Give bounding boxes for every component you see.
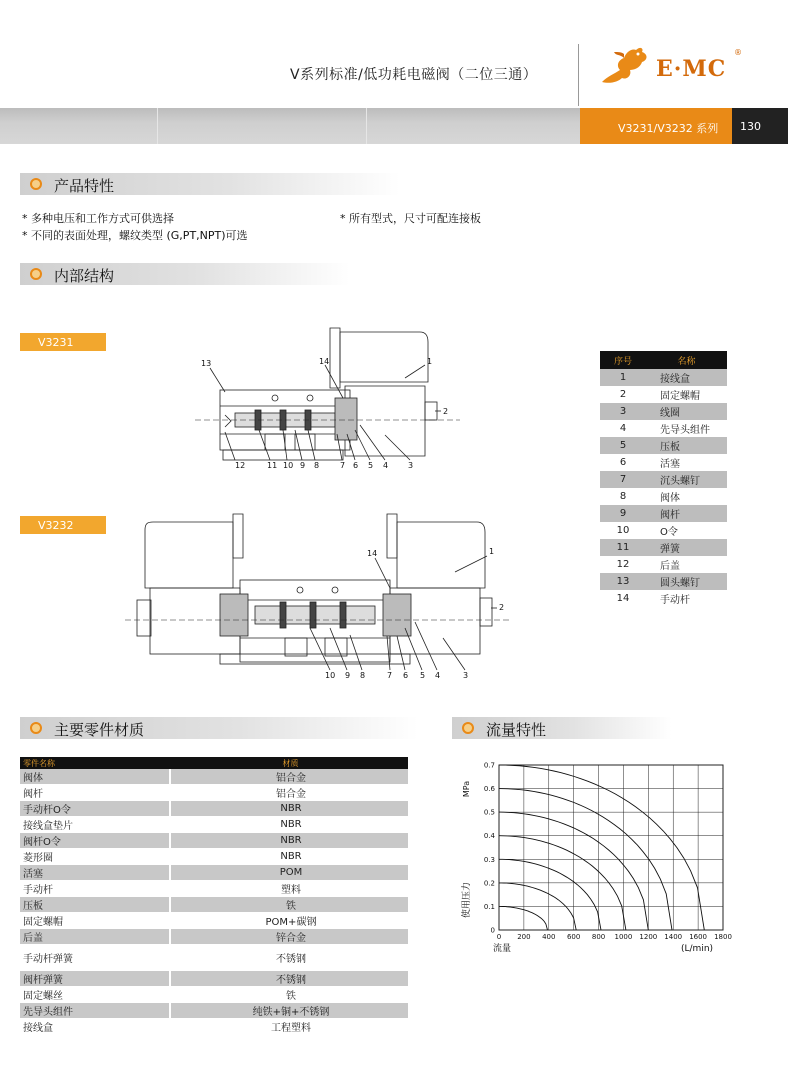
part-no: 5 — [600, 437, 646, 454]
feature-item: * 不同的表面处理，螺纹类型 (G,PT,NPT)可选 — [22, 229, 248, 242]
callout: 2 — [499, 603, 505, 612]
material: 铝合金 — [170, 769, 408, 785]
callout: 14 — [319, 357, 330, 366]
materials-table — [20, 757, 408, 1035]
y-axis-label: 使用压力 — [462, 881, 472, 919]
band-divider — [366, 108, 367, 144]
callout: 5 — [420, 671, 426, 680]
plot-frame — [499, 765, 723, 930]
callout: 1 — [489, 547, 495, 556]
y-tick-label: 0.1 — [483, 902, 495, 911]
callout: 3 — [463, 671, 469, 680]
part-name: 手动杆 — [20, 881, 170, 897]
callout: 6 — [353, 461, 359, 470]
part-name: 手动杆O令 — [20, 801, 170, 817]
bullet-icon — [30, 722, 42, 734]
part-no: 13 — [600, 573, 646, 590]
parts-header-no: 序号 — [600, 351, 646, 369]
parts-table — [600, 351, 727, 607]
part-name: 线圈 — [646, 403, 727, 420]
material: 不锈钢 — [170, 945, 408, 971]
material: POM — [170, 865, 408, 881]
part-name: 活塞 — [646, 454, 727, 471]
series-line — [499, 906, 548, 930]
table-row — [20, 849, 408, 865]
materials-header-part: 零件名称 — [20, 757, 170, 769]
material: 不锈钢 — [170, 971, 408, 987]
part-no: 4 — [600, 420, 646, 437]
part-name: 阀体 — [20, 769, 170, 785]
part-name: 后盖 — [20, 929, 170, 945]
table-row — [600, 403, 727, 420]
table-row — [600, 420, 727, 437]
table-row — [20, 785, 408, 801]
table-row — [600, 488, 727, 505]
y-tick-label: 0.6 — [483, 785, 495, 794]
table-row — [600, 505, 727, 522]
table-row — [20, 987, 408, 1003]
table-row — [20, 945, 408, 971]
material: 铁 — [170, 897, 408, 913]
x-axis-label: 流量 — [493, 944, 512, 954]
material: 工程塑料 — [170, 1019, 408, 1035]
part-name: 后盖 — [646, 556, 727, 573]
y-tick-label: 0.7 — [483, 761, 495, 770]
page-title: V系列标准/低功耗电磁阀（二位三通） — [290, 67, 538, 83]
material: 铁 — [170, 987, 408, 1003]
bullet-icon — [30, 268, 42, 280]
part-no: 1 — [600, 369, 646, 386]
part-no: 12 — [600, 556, 646, 573]
band-divider — [157, 108, 158, 144]
material: NBR — [170, 833, 408, 849]
callout: 9 — [300, 461, 306, 470]
part-no: 14 — [600, 590, 646, 607]
part-name: 压板 — [646, 437, 727, 454]
part-name: 接线盒 — [646, 369, 727, 386]
part-name: 先导头组件 — [646, 420, 727, 437]
callout: 2 — [443, 407, 449, 416]
part-name: 阀杆 — [20, 785, 170, 801]
material: NBR — [170, 849, 408, 865]
brand-logo: E·MC — [656, 56, 727, 82]
x-tick-label: 1400 — [664, 933, 683, 941]
feature-item: * 多种电压和工作方式可供选择 — [22, 212, 174, 225]
y-tick-label: 0 — [490, 926, 495, 935]
bullet-icon — [30, 178, 42, 190]
part-name: 压板 — [20, 897, 170, 913]
part-name: 沉头螺钉 — [646, 471, 727, 488]
table-row — [20, 881, 408, 897]
table-row — [600, 437, 727, 454]
part-name: O令 — [646, 522, 727, 539]
material: POM+碳钢 — [170, 913, 408, 929]
callout: 6 — [403, 671, 409, 680]
table-row — [20, 1019, 408, 1035]
material: NBR — [170, 817, 408, 833]
section-title: 流量特性 — [486, 721, 547, 739]
part-name: 菱形圈 — [20, 849, 170, 865]
callout: 3 — [408, 461, 414, 470]
material: 塑料 — [170, 881, 408, 897]
material: 锌合金 — [170, 929, 408, 945]
v3232-cross-section — [125, 510, 515, 685]
x-tick-label: 1000 — [614, 933, 633, 941]
part-name: 阀杆 — [646, 505, 727, 522]
parts-header-name: 名称 — [646, 351, 727, 369]
table-row — [20, 769, 408, 785]
x-unit: (L/min) — [681, 944, 714, 954]
materials-header-material: 材质 — [170, 757, 408, 769]
part-name: 弹簧 — [646, 539, 727, 556]
part-no: 2 — [600, 386, 646, 403]
x-tick-label: 1800 — [714, 933, 732, 941]
callout: 14 — [367, 549, 378, 558]
table-row — [20, 913, 408, 929]
part-no: 3 — [600, 403, 646, 420]
callout: 7 — [340, 461, 346, 470]
callout: 12 — [235, 461, 246, 470]
callout: 4 — [383, 461, 389, 470]
table-row — [20, 817, 408, 833]
section-title: 内部结构 — [54, 267, 115, 285]
table-row — [600, 386, 727, 403]
part-name: 阀杆弹簧 — [20, 971, 170, 987]
part-no: 10 — [600, 522, 646, 539]
part-no: 9 — [600, 505, 646, 522]
part-name: 先导头组件 — [20, 1003, 170, 1019]
callout: 10 — [283, 461, 294, 470]
x-tick-label: 800 — [591, 933, 606, 941]
part-name: 圆头螺钉 — [646, 573, 727, 590]
part-name: 固定螺帽 — [646, 386, 727, 403]
section-header-features — [20, 173, 400, 195]
material: 铝合金 — [170, 785, 408, 801]
model-tag-v3231: V3231 — [20, 333, 106, 351]
header-band — [0, 108, 580, 144]
series-line — [499, 765, 704, 930]
part-no: 8 — [600, 488, 646, 505]
material: 纯铁+铜+不锈钢 — [170, 1003, 408, 1019]
table-row — [600, 369, 727, 386]
part-name: 手动杆 — [646, 590, 727, 607]
part-name: 阀体 — [646, 488, 727, 505]
section-header-flow — [452, 717, 672, 739]
table-row — [600, 471, 727, 488]
brand-horse-icon — [596, 40, 656, 90]
section-title: 主要零件材质 — [54, 721, 145, 739]
x-tick-label: 200 — [517, 933, 531, 941]
flow-chart — [455, 755, 745, 965]
material: NBR — [170, 801, 408, 817]
part-name: 活塞 — [20, 865, 170, 881]
x-tick-label: 1200 — [639, 933, 658, 941]
y-tick-label: 0.5 — [483, 808, 495, 817]
x-tick-label: 400 — [542, 933, 556, 941]
part-no: 6 — [600, 454, 646, 471]
part-no: 11 — [600, 539, 646, 556]
registered-mark: ® — [734, 48, 742, 57]
part-name: 手动杆弹簧 — [20, 945, 170, 971]
callout: 8 — [314, 461, 320, 470]
callout: 5 — [368, 461, 374, 470]
section-header-materials — [20, 717, 418, 739]
y-unit: MPa — [462, 780, 471, 798]
table-row — [20, 865, 408, 881]
table-row — [20, 971, 408, 987]
y-tick-label: 0.4 — [483, 832, 495, 841]
callout: 1 — [427, 357, 433, 366]
y-tick-label: 0.2 — [483, 879, 495, 888]
callout: 10 — [325, 671, 336, 680]
part-name: 接线盒 — [20, 1019, 170, 1035]
feature-item: * 所有型式，尺寸可配连接板 — [340, 212, 481, 225]
table-row — [600, 590, 727, 607]
part-name: 接线盒垫片 — [20, 817, 170, 833]
series-label: V3231/V3232 系列 — [580, 108, 732, 144]
x-tick-label: 1600 — [689, 933, 708, 941]
section-title: 产品特性 — [54, 177, 115, 195]
header-divider — [578, 44, 579, 106]
v3231-cross-section — [195, 320, 465, 480]
x-tick-label: 0 — [496, 933, 502, 941]
callout: 7 — [387, 671, 393, 680]
table-row — [600, 573, 727, 590]
model-tag-v3232: V3232 — [20, 516, 106, 534]
callout: 8 — [360, 671, 366, 680]
part-name: 阀杆O令 — [20, 833, 170, 849]
table-row — [20, 897, 408, 913]
callout: 4 — [435, 671, 441, 680]
part-name: 固定螺帽 — [20, 913, 170, 929]
x-tick-label: 600 — [566, 933, 581, 941]
table-row — [600, 539, 727, 556]
part-name: 固定螺丝 — [20, 987, 170, 1003]
table-row — [600, 454, 727, 471]
callout: 9 — [345, 671, 351, 680]
page-number: 130 — [732, 108, 788, 144]
table-row — [600, 556, 727, 573]
callout: 13 — [201, 359, 212, 368]
part-no: 7 — [600, 471, 646, 488]
table-row — [20, 801, 408, 817]
table-row — [600, 522, 727, 539]
table-row — [20, 833, 408, 849]
table-row — [20, 1003, 408, 1019]
section-header-structure — [20, 263, 350, 285]
callout: 11 — [267, 461, 278, 470]
table-row — [20, 929, 408, 945]
bullet-icon — [462, 722, 474, 734]
y-tick-label: 0.3 — [483, 855, 495, 864]
